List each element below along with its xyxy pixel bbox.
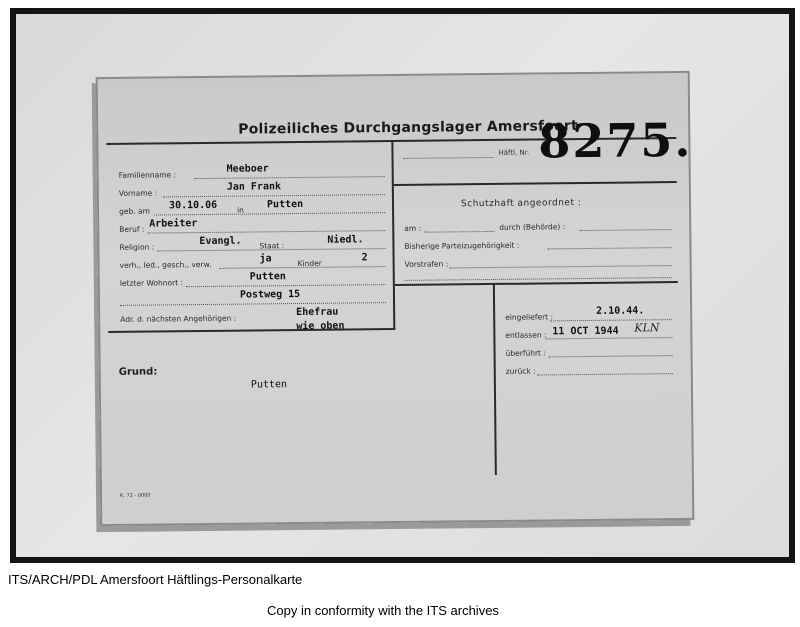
haeftl-nr-line <box>404 157 494 159</box>
kinder-label: Kinder <box>297 258 322 269</box>
haeftl-nr-label: Häftl. Nr. <box>498 148 530 157</box>
prisoner-number: 8275. <box>538 112 693 169</box>
familienstand-value: ja <box>259 253 272 265</box>
vorname-line <box>163 194 385 197</box>
strasse-line <box>120 302 386 306</box>
beruf-value: Arbeiter <box>149 218 198 230</box>
vorname-value: Jan Frank <box>226 181 282 193</box>
grund-label: Grund: <box>118 366 158 378</box>
wohnort-value: Putten <box>249 271 286 283</box>
wohnort-label: letzter Wohnort : <box>119 278 184 288</box>
familienstand-line <box>220 266 386 269</box>
zurueck-line <box>537 373 673 375</box>
schutzhaft-box-bottom-border <box>395 281 678 286</box>
familienname-line <box>195 176 385 179</box>
religion-line <box>157 248 385 251</box>
schutzhaft-heading: Schutzhaft angeordnet : <box>460 198 582 210</box>
eingeliefert-value: 2.10.44. <box>596 305 645 317</box>
ueberfuehrt-line <box>549 355 673 357</box>
familienstand-label: verh., led., gesch., verw. <box>119 259 212 270</box>
vorname-label: Vorname : <box>118 188 158 198</box>
photo-background <box>16 14 789 557</box>
geb-line <box>154 212 385 215</box>
form-number: K. 72 - 0000 <box>120 492 151 499</box>
strasse-value: Postweg 15 <box>239 288 301 301</box>
geb-in-label: in <box>237 205 244 215</box>
grund-value: Putten <box>250 379 288 391</box>
entlassen-stamp: 11 OCT 1944 <box>552 325 619 338</box>
staat-label: Staat : <box>259 241 285 251</box>
partei-line <box>547 247 671 249</box>
personal-box-bottom-border <box>108 328 395 333</box>
angehoerige-label: Adr. d. nächsten Angehörigen : <box>120 313 237 324</box>
angehoerige-value: Ehefrau <box>296 306 339 319</box>
card-title: Polizeiliches Durchgangslager Amersfoort <box>238 118 578 138</box>
schutzhaft-durch-label: durch (Behörde) : <box>499 222 566 232</box>
geb-date-value: 30.10.06 <box>168 199 218 212</box>
conformity-caption: Copy in conformity with the ITS archives <box>267 603 499 618</box>
entlassen-note: KLN <box>634 321 660 335</box>
familienname-label: Familienname : <box>118 170 177 180</box>
geb-label: geb. am <box>119 206 150 216</box>
eingeliefert-label: eingeliefert : <box>505 312 554 322</box>
vorstrafen-label: Vorstrafen : <box>404 259 449 269</box>
prisoner-card <box>96 71 695 526</box>
schutzhaft-am-label: am : <box>404 223 422 233</box>
angehoerige-value-2: wie oben <box>296 320 345 333</box>
movement-box-left-border <box>493 283 497 475</box>
ueberfuehrt-label: überführt : <box>505 348 546 358</box>
schutzhaft-am-line <box>424 231 494 233</box>
kinder-value: 2 <box>361 252 368 264</box>
entlassen-line <box>545 337 672 339</box>
number-box-bottom-border <box>394 181 677 186</box>
beruf-label: Beruf : <box>119 224 145 234</box>
document-photo <box>10 8 795 563</box>
entlassen-label: entlassen : <box>505 330 547 340</box>
personal-box-right-border <box>391 140 395 330</box>
vorstrafen-line <box>450 265 672 268</box>
staat-value: Niedl. <box>327 234 364 246</box>
archive-caption: ITS/ARCH/PDL Amersfoort Häftlings-Personalkarte <box>8 572 303 587</box>
beruf-line <box>147 230 385 233</box>
geb-place-value: Putten <box>266 198 304 211</box>
wohnort-line <box>186 284 386 287</box>
religion-value: Evangl. <box>199 235 242 248</box>
religion-label: Religion : <box>119 242 155 252</box>
partei-label: Bisherige Parteizugehörigkeit : <box>404 240 520 251</box>
vorstrafen-line-2 <box>405 277 672 281</box>
schutzhaft-durch-line <box>579 229 671 231</box>
familienname-value: Meeboer <box>226 163 269 175</box>
zurueck-label: zurück : <box>505 366 536 376</box>
